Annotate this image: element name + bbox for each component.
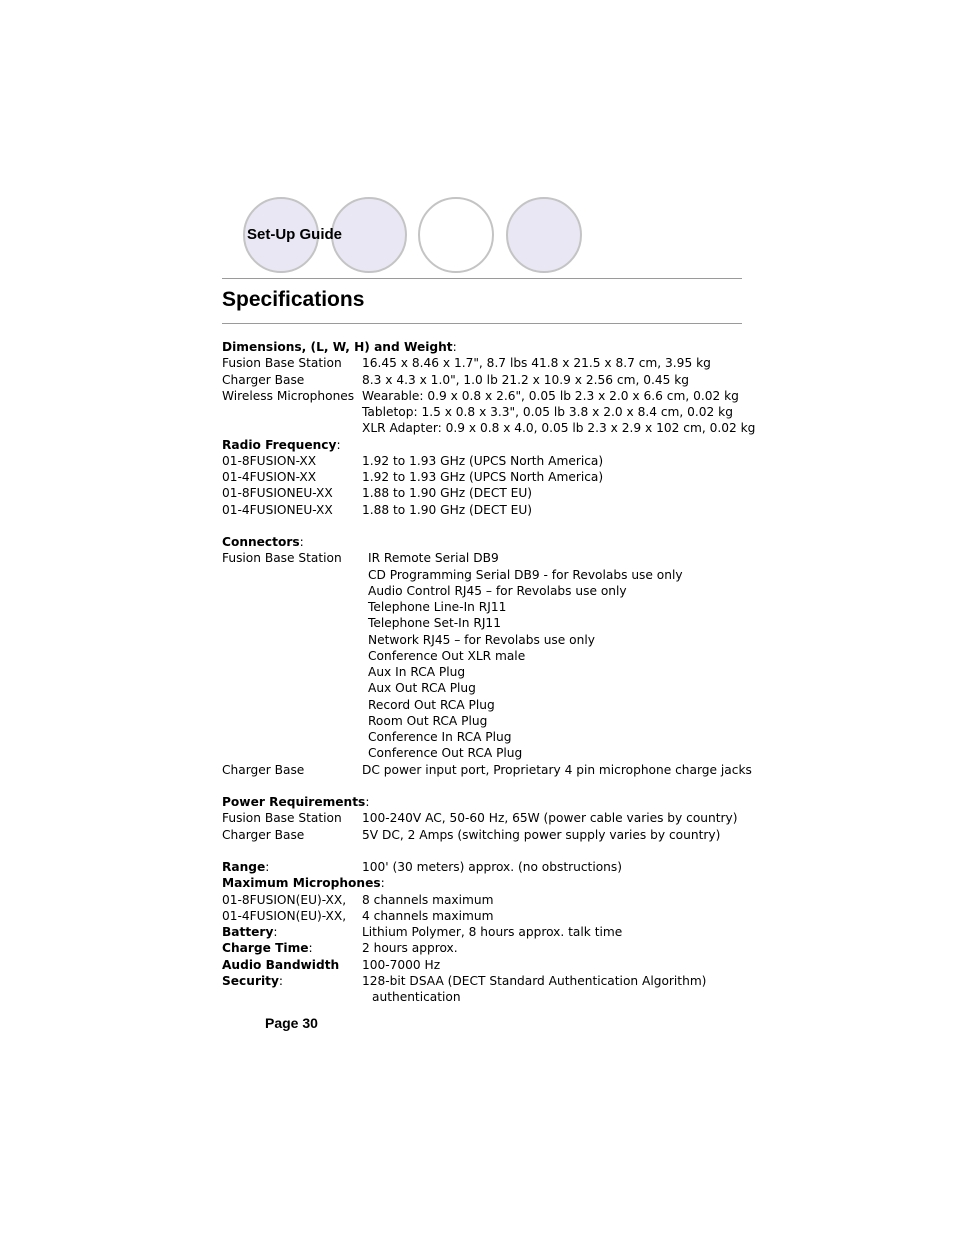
title-divider [222, 323, 742, 324]
spec-row: Conference Out RCA Plug [368, 746, 523, 761]
spec-row: Network RJ45 – for Revolabs use only [368, 632, 595, 647]
spec-row: Fusion Base Station IR Remote Serial DB9 [222, 551, 499, 566]
spec-row: Conference Out XLR male [368, 648, 526, 663]
page-title: Specifications [222, 288, 365, 311]
spec-row: 01-8FUSION-XX 1.92 to 1.93 GHz (UPCS North America) [222, 453, 604, 468]
dimensions-heading: Dimensions, (L, W, H) and Weight: [222, 340, 457, 354]
max-microphones-heading: Maximum Microphones: [222, 876, 385, 891]
header-circle-3 [418, 197, 494, 273]
header-circle-2 [331, 197, 407, 273]
spacer [222, 778, 752, 794]
spec-row: 01-8FUSIONEU-XX 1.88 to 1.90 GHz (DECT EU) [222, 486, 533, 501]
spacer [222, 843, 752, 859]
power-heading: Power Requirements: [222, 795, 370, 809]
specifications-body [222, 339, 756, 1005]
spec-row: 01-8FUSION(EU)-XX, 8 channels maximum [222, 892, 494, 907]
radio-frequency-heading: Radio Frequency: [222, 437, 341, 452]
security-row-continued: authentication [372, 990, 461, 1004]
spec-row: Wireless Microphones Wearable: 0.9 x 0.8 x 2.6", 0.05 lb 2.3 x 2.0 x 6.6 cm, 0.02 kg [222, 388, 739, 403]
spec-row: Charger Base 8.3 x 4.3 x 1.0", 1.0 lb 21.2 x 10.9 x 2.56 cm, 0.45 kg [222, 372, 690, 387]
header-circle-4 [506, 197, 582, 273]
section-label: Set-Up Guide [247, 226, 343, 243]
audio-bandwidth-row: Audio Bandwidth 100-7000 Hz [222, 957, 441, 972]
spec-row: Tabletop: 1.5 x 0.8 x 3.3", 0.05 lb 3.8 x 2.0 x 8.4 cm, 0.02 kg [362, 405, 733, 419]
spec-row: Charger Base 5V DC, 2 Amps (switching power supply varies by country) [222, 827, 721, 842]
battery-row: Battery: Lithium Polymer, 8 hours approx. talk time [222, 925, 623, 939]
spec-row: CD Programming Serial DB9 - for Revolabs use only [368, 567, 683, 582]
spec-row: 01-4FUSION(EU)-XX, 4 channels maximum [222, 908, 494, 923]
spec-row: Audio Control RJ45 – for Revolabs use only [368, 583, 627, 598]
charge-time-row: Charge Time: 2 hours approx. [222, 941, 458, 956]
spec-row: Conference In RCA Plug [368, 730, 512, 744]
spec-row: Fusion Base Station 16.45 x 8.46 x 1.7", 8.7 lbs 41.8 x 21.5 x 8.7 cm, 3.95 kg [222, 356, 711, 371]
spec-row: Telephone Line-In RJ11 [368, 600, 507, 614]
spec-row: Telephone Set-In RJ11 [368, 616, 501, 631]
security-row: Security: 128-bit DSAA (DECT Standard Authentication Algorithm) [222, 973, 707, 988]
spec-row: Aux Out RCA Plug [368, 681, 476, 696]
spacer [222, 518, 752, 534]
spec-row: Record Out RCA Plug [368, 697, 495, 712]
spec-row: 01-4FUSIONEU-XX 1.88 to 1.90 GHz (DECT EU) [222, 502, 533, 517]
spec-row: Aux In RCA Plug [368, 665, 466, 679]
spec-row: XLR Adapter: 0.9 x 0.8 x 4.0, 0.05 lb 2.3 x 2.9 x 102 cm, 0.02 kg [362, 421, 756, 436]
spec-row: Fusion Base Station 100-240V AC, 50-60 Hz, 65W (power cable varies by country) [222, 811, 738, 826]
range-row: Range: 100' (30 meters) approx. (no obstructions) [222, 860, 623, 874]
page-number: Page 30 [265, 1015, 318, 1031]
top-divider [222, 278, 742, 279]
spec-row: Charger Base DC power input port, Proprietary 4 pin microphone charge jacks [222, 762, 752, 777]
spec-row: 01-4FUSION-XX 1.92 to 1.93 GHz (UPCS North America) [222, 470, 604, 484]
spec-row: Room Out RCA Plug [368, 713, 488, 728]
connectors-heading: Connectors: [222, 535, 304, 549]
